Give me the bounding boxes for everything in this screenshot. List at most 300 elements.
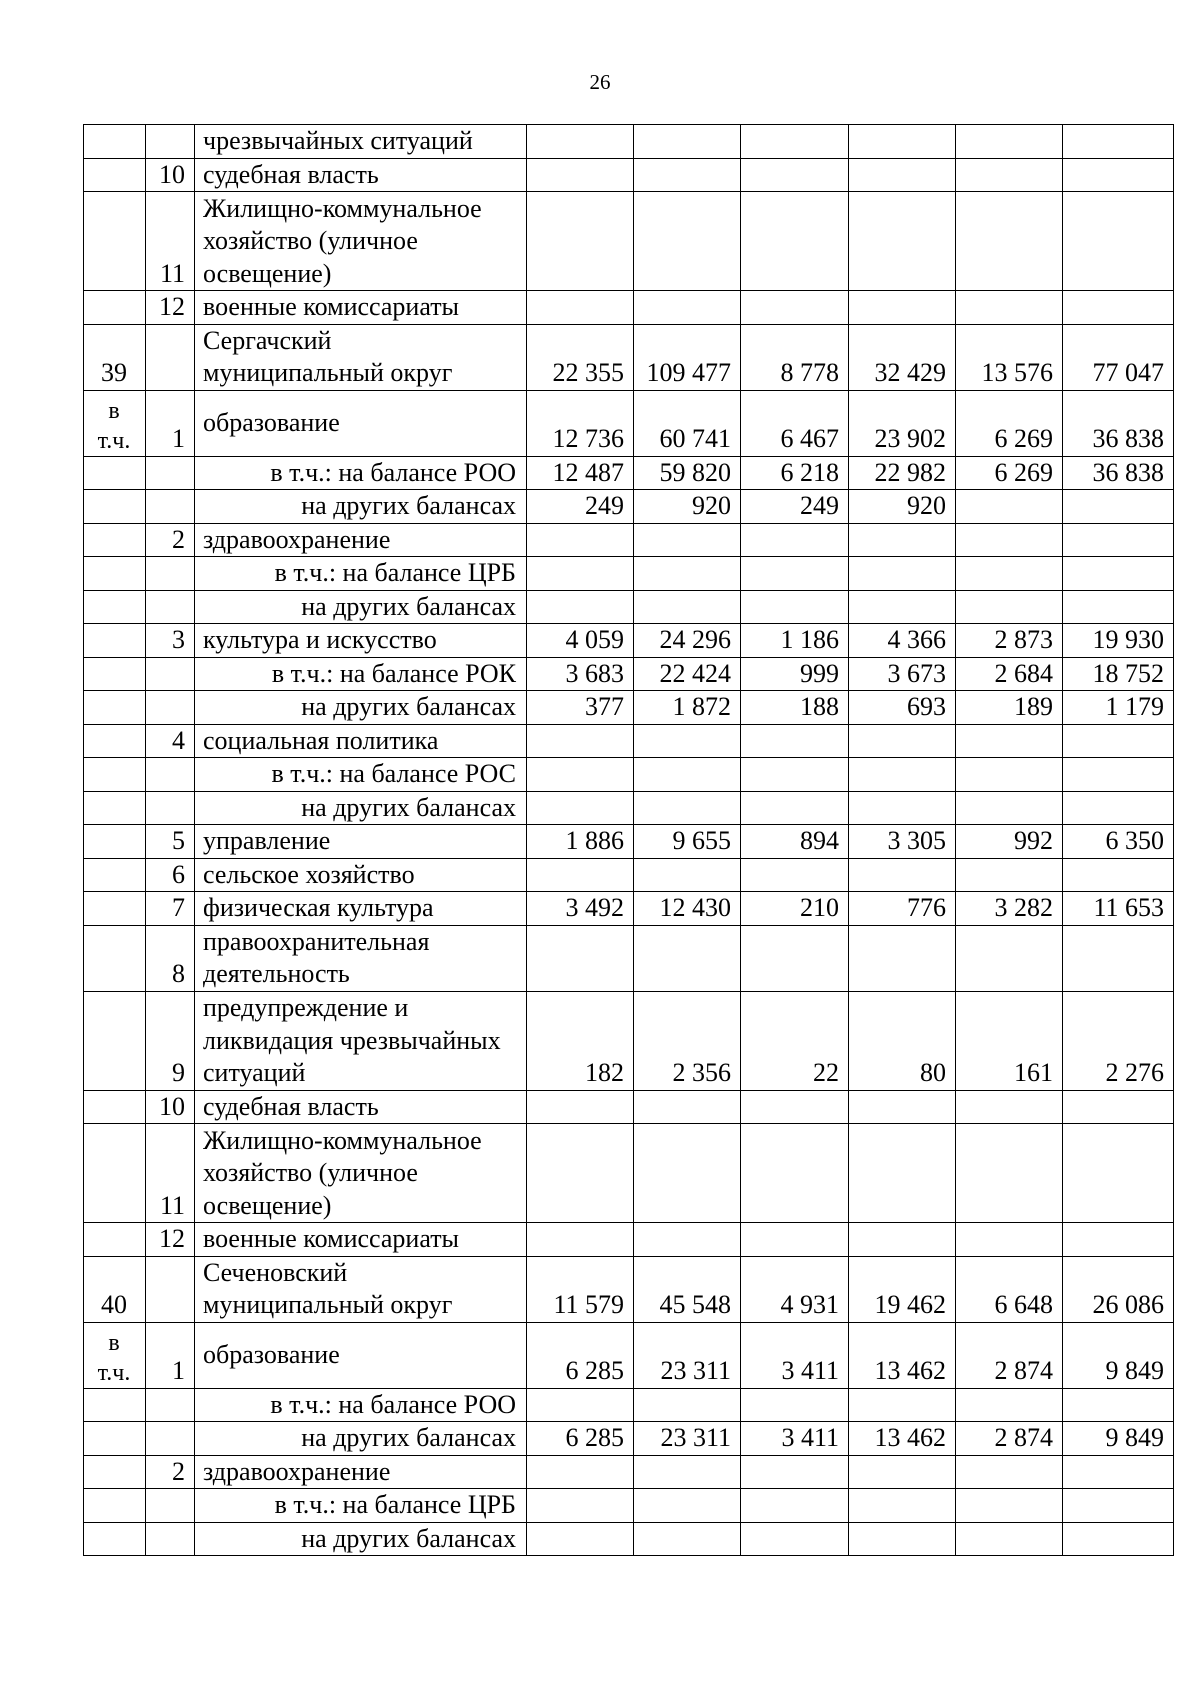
table-row [84,858,1174,892]
row-number-cell [84,158,146,192]
sub-number-cell [146,1422,195,1456]
value-cell [527,291,634,325]
value-cell [527,858,634,892]
sub-number-cell: 9 [146,991,195,1090]
value-cell [634,523,741,557]
value-cell: 19 930 [1063,624,1174,658]
value-cell [634,291,741,325]
value-cell: 11 579 [527,1256,634,1322]
table-row [84,490,1174,524]
value-cell [741,1223,849,1257]
sub-number-cell: 2 [146,1455,195,1489]
table-row [84,1388,1174,1422]
value-cell: 80 [849,991,956,1090]
value-cell [741,125,849,159]
value-cell [956,858,1063,892]
value-cell [527,590,634,624]
value-cell: 3 411 [741,1322,849,1388]
value-cell: 60 741 [634,390,741,456]
table-row [84,158,1174,192]
row-name-cell: предупреждение и ликвидация чрезвычайных ситуаций [195,991,527,1090]
value-cell: 2 873 [956,624,1063,658]
sub-number-cell: 3 [146,624,195,658]
row-number-cell [84,791,146,825]
value-cell [527,557,634,591]
table-row [84,1522,1174,1556]
value-cell: 22 424 [634,657,741,691]
value-cell [956,158,1063,192]
value-cell: 6 350 [1063,825,1174,859]
sub-number-cell [146,1489,195,1523]
value-cell: 3 492 [527,892,634,926]
value-cell: 23 311 [634,1422,741,1456]
table-row [84,1322,1174,1388]
sub-number-cell: 1 [146,1322,195,1388]
row-name-cell: образование [195,390,527,456]
value-cell: 12 736 [527,390,634,456]
value-cell [741,523,849,557]
value-cell [1063,1124,1174,1223]
value-cell [741,858,849,892]
sub-number-cell [146,125,195,159]
value-cell: 6 648 [956,1256,1063,1322]
sub-number-cell [146,1256,195,1322]
row-name-cell: Сеченовский муниципальный округ [195,1256,527,1322]
value-cell: 992 [956,825,1063,859]
value-cell: 189 [956,691,1063,725]
value-cell: 894 [741,825,849,859]
table-row [84,125,1174,159]
value-cell [956,557,1063,591]
row-name-cell: в т.ч.: на балансе ЦРБ [195,557,527,591]
value-cell [849,1124,956,1223]
row-name-cell: на других балансах [195,490,527,524]
row-number-cell [84,557,146,591]
value-cell: 920 [849,490,956,524]
value-cell [741,1124,849,1223]
value-cell [634,1522,741,1556]
value-cell [956,125,1063,159]
value-cell: 36 838 [1063,390,1174,456]
value-cell [741,557,849,591]
table-row [84,925,1174,991]
value-cell: 2 684 [956,657,1063,691]
value-cell [527,523,634,557]
row-name-cell: военные комиссариаты [195,291,527,325]
sub-number-cell [146,1388,195,1422]
value-cell [956,1124,1063,1223]
value-cell [634,1124,741,1223]
row-name-cell: здравоохранение [195,1455,527,1489]
row-name-cell: Жилищно-коммунальное хозяйство (уличное освещение) [195,1124,527,1223]
row-number-cell [84,691,146,725]
value-cell [634,1090,741,1124]
value-cell [634,158,741,192]
value-cell [956,590,1063,624]
table-row [84,825,1174,859]
value-cell: 9 849 [1063,1322,1174,1388]
row-number-cell [84,523,146,557]
table-row [84,590,1174,624]
value-cell [956,291,1063,325]
table-row [84,1489,1174,1523]
value-cell [634,1223,741,1257]
table-row [84,624,1174,658]
value-cell [527,192,634,291]
table-row [84,657,1174,691]
value-cell [849,1489,956,1523]
sub-number-cell [146,490,195,524]
value-cell [1063,1522,1174,1556]
row-name-cell: на других балансах [195,1422,527,1456]
row-name-cell: правоохранительная деятельность [195,925,527,991]
value-cell [849,1223,956,1257]
budget-table-body [84,125,1174,1556]
sub-number-cell: 6 [146,858,195,892]
value-cell [634,557,741,591]
value-cell: 3 282 [956,892,1063,926]
value-cell [527,125,634,159]
value-cell: 377 [527,691,634,725]
value-cell: 6 269 [956,456,1063,490]
row-name-cell: социальная политика [195,724,527,758]
value-cell: 77 047 [1063,324,1174,390]
value-cell [741,291,849,325]
sub-number-cell: 2 [146,523,195,557]
table-row [84,523,1174,557]
row-name-cell: на других балансах [195,1522,527,1556]
value-cell [1063,125,1174,159]
value-cell: 32 429 [849,324,956,390]
value-cell [741,1455,849,1489]
value-cell [741,192,849,291]
sub-number-cell [146,691,195,725]
value-cell [741,1522,849,1556]
value-cell [634,1489,741,1523]
value-cell [527,1489,634,1523]
value-cell: 3 305 [849,825,956,859]
table-row [84,1256,1174,1322]
value-cell: 13 462 [849,1322,956,1388]
row-number-cell [84,125,146,159]
value-cell [849,192,956,291]
sub-number-cell: 1 [146,390,195,456]
value-cell: 188 [741,691,849,725]
sub-number-cell: 12 [146,291,195,325]
value-cell: 26 086 [1063,1256,1174,1322]
value-cell [849,590,956,624]
sub-number-cell: 11 [146,1124,195,1223]
row-name-cell: образование [195,1322,527,1388]
row-number-cell [84,758,146,792]
row-name-cell: военные комиссариаты [195,1223,527,1257]
row-number-cell [84,192,146,291]
table-row [84,192,1174,291]
row-number-cell [84,1489,146,1523]
value-cell: 4 059 [527,624,634,658]
sub-number-cell [146,456,195,490]
value-cell: 6 467 [741,390,849,456]
value-cell: 2 276 [1063,991,1174,1090]
value-cell [849,1455,956,1489]
value-cell [527,1522,634,1556]
value-cell: 11 653 [1063,892,1174,926]
row-name-cell: в т.ч.: на балансе РОС [195,758,527,792]
row-number-cell [84,925,146,991]
value-cell [1063,858,1174,892]
value-cell [1063,590,1174,624]
page-number: 26 [589,70,611,94]
table-row [84,991,1174,1090]
value-cell [1063,1090,1174,1124]
value-cell: 1 886 [527,825,634,859]
value-cell [634,925,741,991]
row-name-cell: управление [195,825,527,859]
value-cell [1063,291,1174,325]
value-cell [849,925,956,991]
value-cell: 23 902 [849,390,956,456]
sub-number-cell [146,758,195,792]
row-name-cell: на других балансах [195,590,527,624]
value-cell [956,925,1063,991]
table-row [84,1124,1174,1223]
value-cell [634,590,741,624]
table-row [84,456,1174,490]
table-row [84,291,1174,325]
value-cell: 4 366 [849,624,956,658]
row-name-cell: физическая культура [195,892,527,926]
value-cell [527,158,634,192]
value-cell: 6 218 [741,456,849,490]
value-cell [1063,1489,1174,1523]
sub-number-cell [146,1522,195,1556]
value-cell: 776 [849,892,956,926]
table-row [84,390,1174,456]
row-name-cell: чрезвычайных ситуаций [195,125,527,159]
value-cell [956,791,1063,825]
value-cell [849,557,956,591]
row-number-cell [84,490,146,524]
value-cell [634,1388,741,1422]
value-cell [741,791,849,825]
value-cell: 109 477 [634,324,741,390]
row-name-cell: судебная власть [195,1090,527,1124]
row-name-cell: в т.ч.: на балансе РОО [195,1388,527,1422]
value-cell [849,758,956,792]
row-number-cell: в т.ч. [84,390,146,456]
value-cell [527,1223,634,1257]
value-cell [527,724,634,758]
value-cell [1063,925,1174,991]
value-cell [1063,1388,1174,1422]
value-cell: 2 874 [956,1322,1063,1388]
value-cell: 22 [741,991,849,1090]
value-cell: 999 [741,657,849,691]
row-name-cell: в т.ч.: на балансе РОК [195,657,527,691]
sub-number-cell: 10 [146,1090,195,1124]
table-row [84,324,1174,390]
budget-table [83,124,1174,1556]
value-cell: 3 683 [527,657,634,691]
sub-number-cell: 8 [146,925,195,991]
value-cell [741,1489,849,1523]
value-cell [1063,724,1174,758]
row-number-cell: 39 [84,324,146,390]
table-row [84,791,1174,825]
value-cell [956,1223,1063,1257]
sub-number-cell: 11 [146,192,195,291]
value-cell [849,1090,956,1124]
value-cell [956,1455,1063,1489]
value-cell [634,1455,741,1489]
row-number-cell [84,657,146,691]
value-cell: 182 [527,991,634,1090]
value-cell [956,1489,1063,1523]
value-cell: 1 872 [634,691,741,725]
value-cell [741,590,849,624]
value-cell [849,158,956,192]
value-cell: 24 296 [634,624,741,658]
value-cell: 3 411 [741,1422,849,1456]
value-cell: 12 430 [634,892,741,926]
row-name-cell: на других балансах [195,791,527,825]
value-cell: 13 462 [849,1422,956,1456]
value-cell: 1 186 [741,624,849,658]
row-number-cell [84,1223,146,1257]
value-cell: 249 [527,490,634,524]
value-cell: 8 778 [741,324,849,390]
value-cell [849,291,956,325]
sub-number-cell [146,590,195,624]
value-cell [956,192,1063,291]
value-cell [741,925,849,991]
row-name-cell: культура и искусство [195,624,527,658]
row-name-cell: в т.ч.: на балансе РОО [195,456,527,490]
value-cell [527,925,634,991]
value-cell [741,724,849,758]
value-cell [527,1090,634,1124]
value-cell [956,1388,1063,1422]
value-cell [634,724,741,758]
value-cell: 22 355 [527,324,634,390]
value-cell: 36 838 [1063,456,1174,490]
value-cell: 6 285 [527,1322,634,1388]
value-cell: 6 269 [956,390,1063,456]
value-cell [956,758,1063,792]
value-cell [1063,523,1174,557]
table-row [84,724,1174,758]
value-cell [634,192,741,291]
table-row [84,1223,1174,1257]
value-cell [1063,158,1174,192]
row-number-cell [84,624,146,658]
sub-number-cell [146,791,195,825]
value-cell [634,125,741,159]
value-cell: 23 311 [634,1322,741,1388]
row-number-cell [84,1124,146,1223]
value-cell [527,1388,634,1422]
value-cell [1063,1455,1174,1489]
row-name-cell: Жилищно-коммунальное хозяйство (уличное освещение) [195,192,527,291]
value-cell [849,791,956,825]
row-number-cell [84,590,146,624]
value-cell [849,1388,956,1422]
value-cell [634,791,741,825]
sub-number-cell: 5 [146,825,195,859]
value-cell [634,858,741,892]
value-cell [527,1455,634,1489]
row-name-cell: судебная власть [195,158,527,192]
table-row [84,1090,1174,1124]
value-cell [1063,758,1174,792]
value-cell [1063,557,1174,591]
row-number-cell: 40 [84,1256,146,1322]
value-cell: 3 673 [849,657,956,691]
row-number-cell [84,724,146,758]
row-name-cell: на других балансах [195,691,527,725]
value-cell [527,791,634,825]
value-cell [1063,791,1174,825]
value-cell: 4 931 [741,1256,849,1322]
table-row [84,691,1174,725]
row-number-cell [84,825,146,859]
value-cell: 693 [849,691,956,725]
sub-number-cell: 10 [146,158,195,192]
row-name-cell: Сергачский муниципальный округ [195,324,527,390]
value-cell [956,523,1063,557]
value-cell: 9 849 [1063,1422,1174,1456]
table-row [84,1455,1174,1489]
value-cell [1063,1223,1174,1257]
value-cell: 1 179 [1063,691,1174,725]
value-cell: 19 462 [849,1256,956,1322]
value-cell [956,1522,1063,1556]
table-row [84,758,1174,792]
value-cell: 161 [956,991,1063,1090]
value-cell [741,158,849,192]
row-number-cell [84,991,146,1090]
value-cell: 6 285 [527,1422,634,1456]
value-cell [527,1124,634,1223]
row-number-cell [84,1455,146,1489]
value-cell [956,1090,1063,1124]
row-number-cell [84,1090,146,1124]
value-cell: 2 874 [956,1422,1063,1456]
value-cell [634,758,741,792]
row-number-cell: в т.ч. [84,1322,146,1388]
value-cell: 13 576 [956,324,1063,390]
row-number-cell [84,1422,146,1456]
value-cell [1063,490,1174,524]
sub-number-cell: 7 [146,892,195,926]
value-cell [956,490,1063,524]
row-number-cell [84,1522,146,1556]
row-name-cell: здравоохранение [195,523,527,557]
table-row [84,892,1174,926]
value-cell [741,1090,849,1124]
value-cell [849,523,956,557]
value-cell [1063,192,1174,291]
table-row [84,557,1174,591]
row-number-cell [84,892,146,926]
value-cell: 2 356 [634,991,741,1090]
value-cell [741,758,849,792]
sub-number-cell [146,557,195,591]
value-cell [849,1522,956,1556]
value-cell: 45 548 [634,1256,741,1322]
value-cell: 9 655 [634,825,741,859]
value-cell [527,758,634,792]
